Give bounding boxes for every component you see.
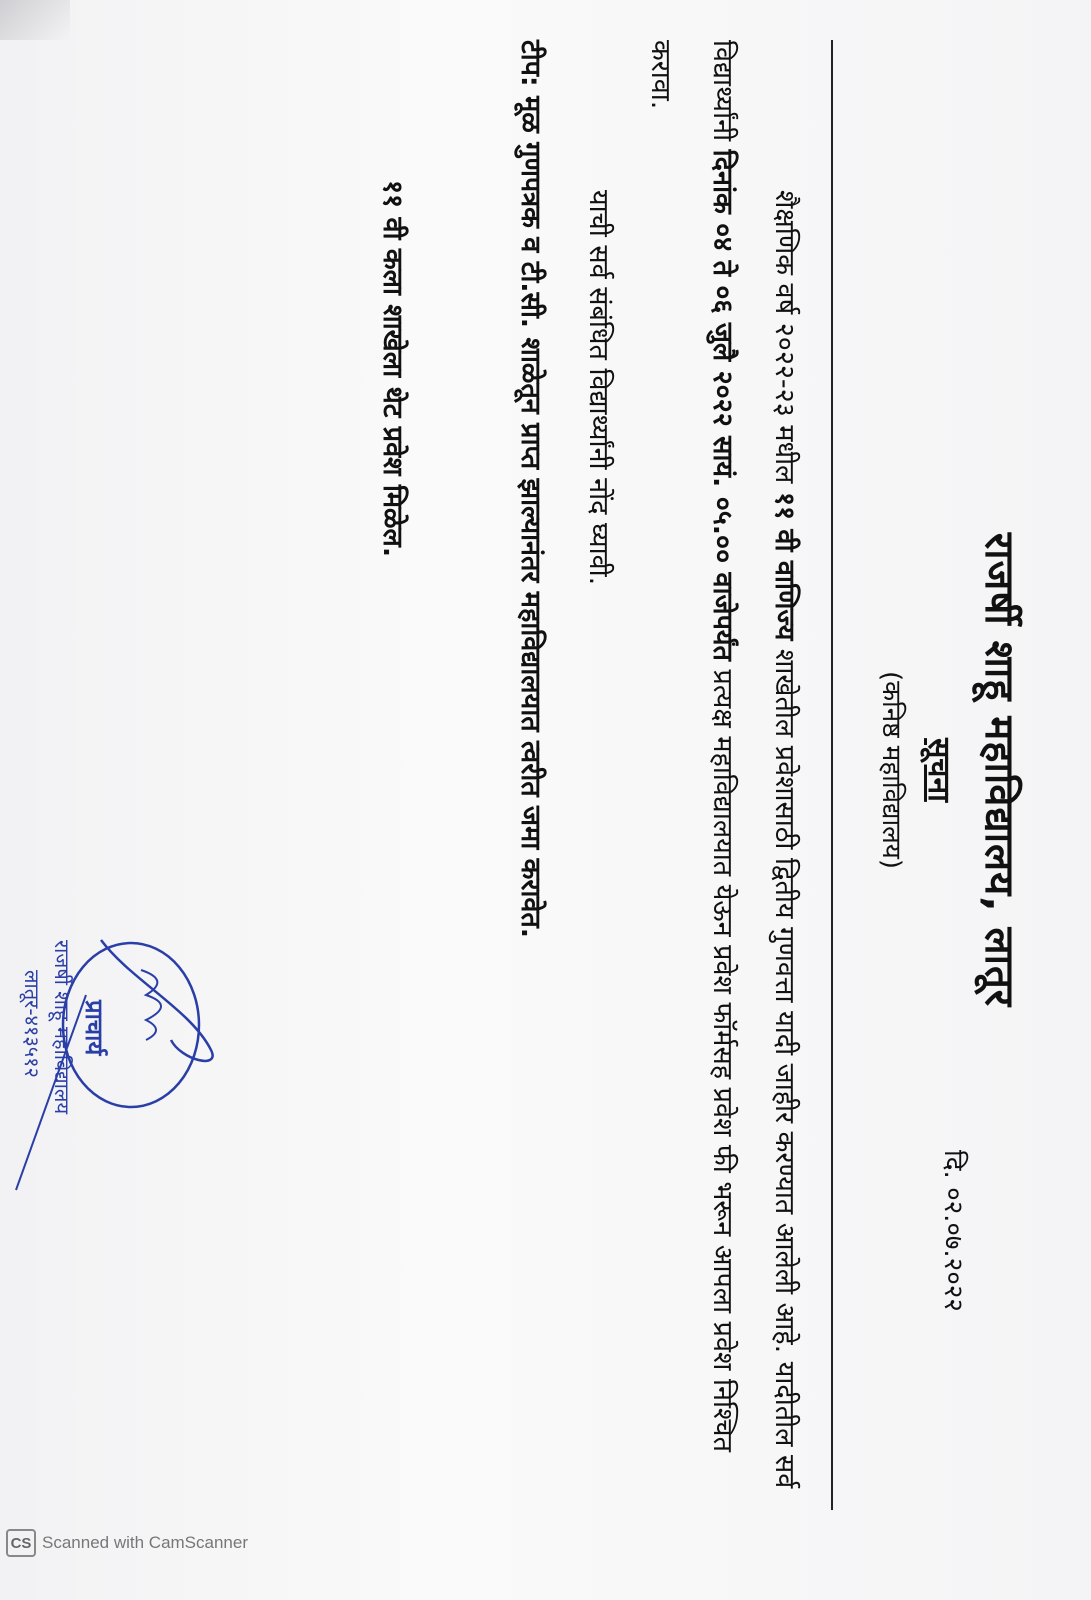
scanner-watermark-text: Scanned with CamScanner xyxy=(42,1533,249,1552)
tip-label: टीप: xyxy=(515,40,546,87)
notice-date: दि. ०२.०७.२०२२ xyxy=(938,1150,968,1312)
notice-tip xyxy=(499,40,561,1520)
para1-part2: शाखेतील प्रवेशासाठी द्वितीय गुणवत्ता यादी जाहीर करण्यात आलेली आहे. यादीतील सर्व विद्यार्थ्यांनी xyxy=(707,40,800,1489)
notice-subtitle: (कनिष्ठ महाविद्यालय) xyxy=(876,670,906,870)
signature-graphic xyxy=(11,900,251,1200)
stamp-address: लातूर-४१३५१२ xyxy=(20,970,44,1078)
principal-stamp-signature xyxy=(11,900,251,1200)
notice-heading xyxy=(920,0,961,1540)
notice-paragraph-note: याची सर्व संबंधित विद्यार्थ्यांनी नोंद घ्यावी. xyxy=(583,190,614,586)
notice-heading-text: सूचना xyxy=(921,738,956,802)
tip-text: मूळ गुणपत्रक व टी.सी. शाळेतून प्राप्त झाल्यानंतर महाविद्यालयात त्वरीत जमा करावेत. xyxy=(515,86,546,939)
notice-arts-admission: ११ वी कला शाखेला थेट प्रवेश मिळेल. xyxy=(377,180,408,558)
stamp-institution: राजर्षी शाहू महाविद्यालय xyxy=(50,940,74,1115)
notice-paragraph-main xyxy=(629,40,815,1520)
scanner-watermark xyxy=(6,1528,248,1558)
para1-part3: प्रत्यक्ष महाविद्यालयात येऊन प्रवेश फॉर्मसह प्रवेश फी भरून आपला प्रवेश निश्चित करावा. xyxy=(645,40,738,1452)
para1-part1: शैक्षणिक वर्ष २०२२-२३ मधील xyxy=(769,190,800,492)
para1-bold-deadline: दिनांक ०४ ते ०६ जुलै २०२२ सायं. ०५.०० वाजेपर्यंत xyxy=(707,149,738,661)
header-divider xyxy=(831,40,833,1510)
college-title: राजर्षी शाहू महाविद्यालय, लातूर xyxy=(976,532,1022,1008)
para1-bold-class: ११ वी वाणिज्य xyxy=(769,491,800,641)
stamp-title: प्राचार्य xyxy=(80,1000,108,1056)
camscanner-logo-icon: CS xyxy=(6,1529,36,1557)
